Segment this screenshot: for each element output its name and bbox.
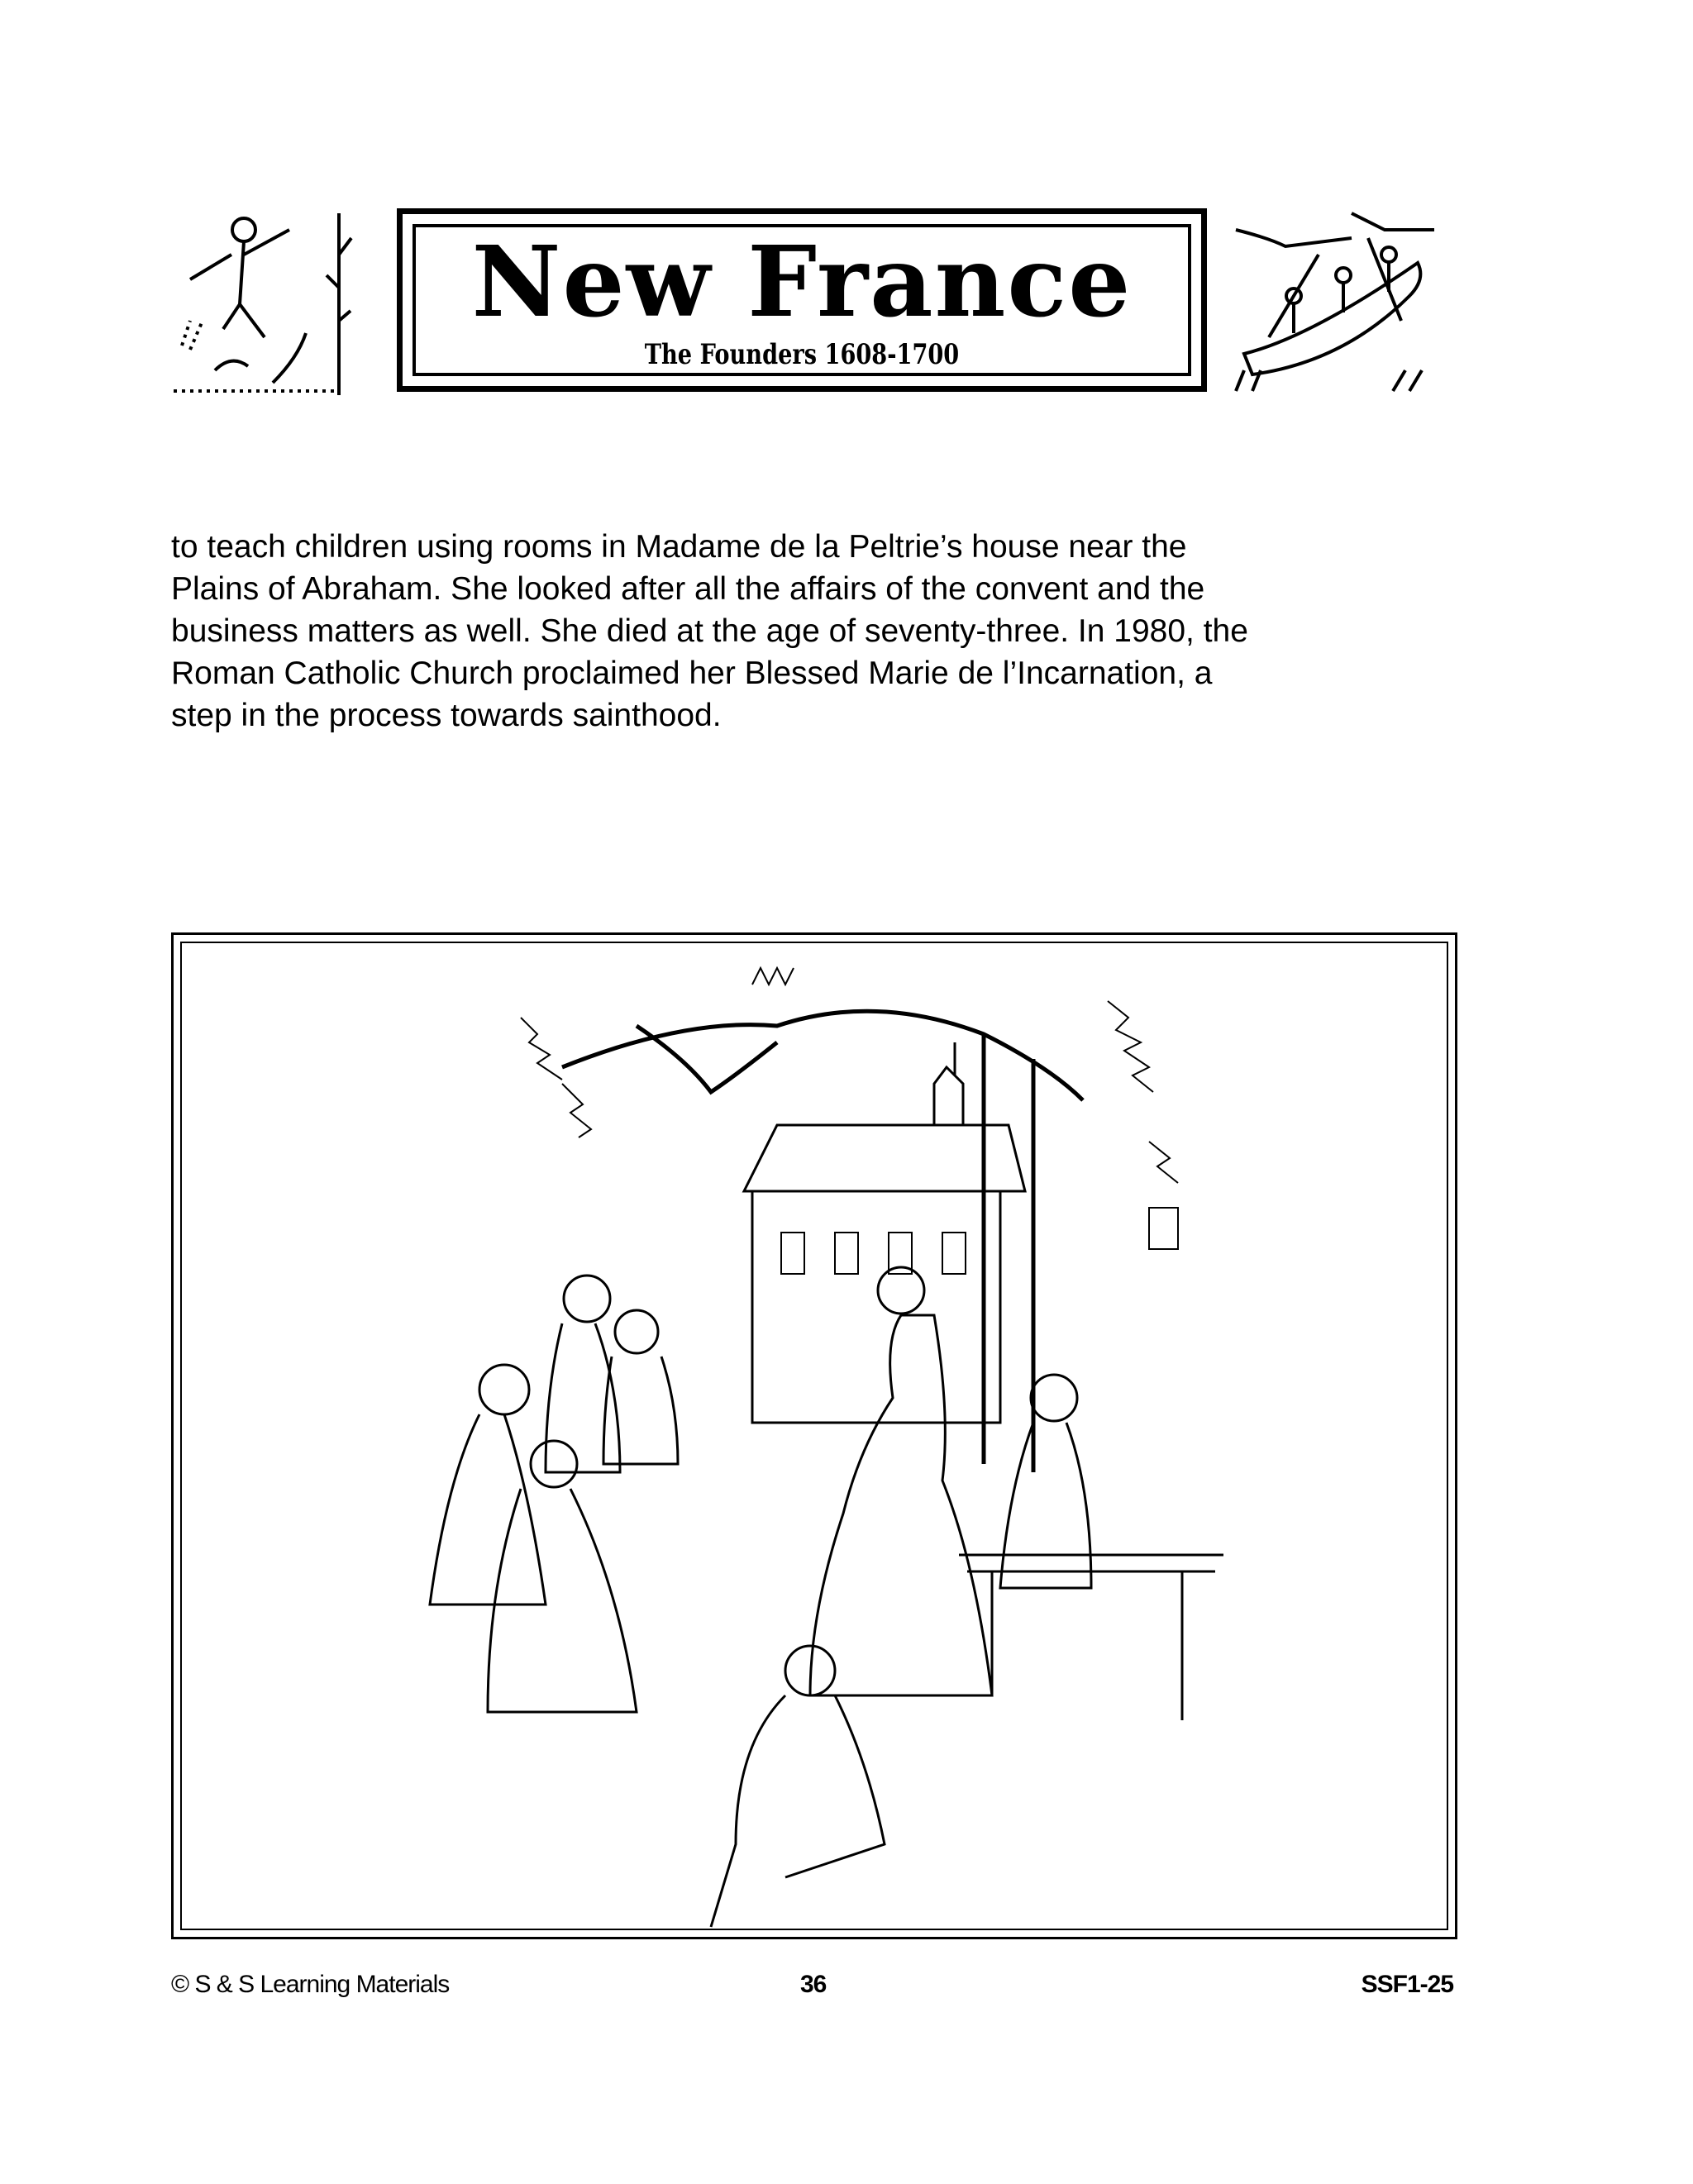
illustration-frame bbox=[171, 932, 1457, 1939]
page-title: New France bbox=[471, 224, 1133, 339]
footer-code: SSF1-25 bbox=[1361, 1971, 1453, 1998]
snowshoe-traveller-illustration bbox=[165, 205, 364, 399]
body-paragraph bbox=[171, 526, 1461, 737]
body-line: step in the process towards sainthood. bbox=[171, 698, 722, 733]
body-line: to teach children using rooms in Madame de la Peltrie’s house near the bbox=[171, 529, 1187, 565]
canoe-paddlers-illustration bbox=[1228, 205, 1443, 399]
page-subtitle: The Founders 1608-1700 bbox=[644, 338, 960, 371]
footer-publisher: © S & S Learning Materials bbox=[171, 1971, 450, 1998]
nun-teaching-children-under-tree-illustration bbox=[174, 935, 1460, 1942]
body-line: Roman Catholic Church proclaimed her Blessed Marie de l’Incarnation, a bbox=[171, 656, 1213, 691]
title-banner bbox=[397, 208, 1207, 392]
body-line: business matters as well. She died at the age of seventy-three. In 1980, the bbox=[171, 613, 1248, 649]
body-line: Plains of Abraham. She looked after all the affairs of the convent and the bbox=[171, 571, 1205, 607]
footer-page-number: 36 bbox=[800, 1971, 827, 1998]
